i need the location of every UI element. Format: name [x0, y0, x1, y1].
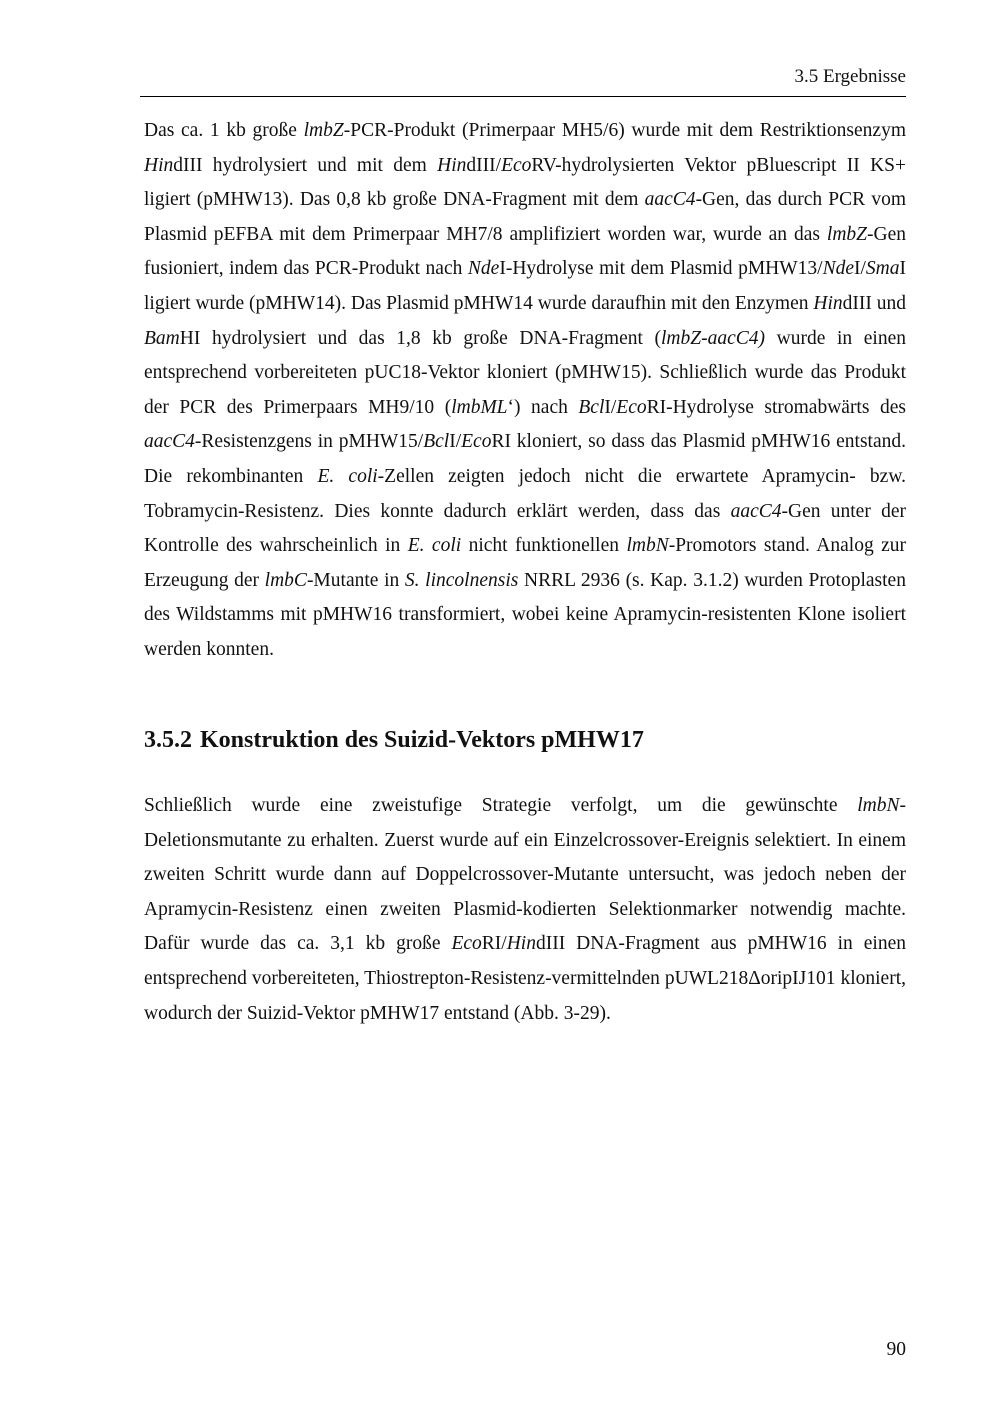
section-number: 3.5.2	[144, 727, 192, 753]
organism-name: S. lincolnensis	[404, 569, 519, 591]
enzyme-prefix: Hin	[813, 292, 843, 314]
running-header: 3.5 Ergebnisse	[794, 66, 906, 87]
gene-name: lmbN	[626, 535, 669, 557]
gene-name: lmbZ-aacC4)	[661, 327, 766, 349]
enzyme-prefix: Hin	[437, 154, 467, 176]
body-paragraph: Schließlich wurde eine zweistufige Strategie verfolgt, um die gewünschte lmbN-Deletionsmutante zu erhalten. Zuerst wurde auf ein Einzelcrossover-Ereignis selektiert. In einem zweiten Schritt wurde dann auf Doppelcrossover-Mutante untersucht, was jedoch neben der Apramycin-Resistenz einen zweiten Plasmid-kodierten Selektionmarker notwendig machte. Dafür wurde das ca. 3,1 kb große EcoRI/HindIII DNA-Fragment aus pMHW16 in einen entsprechend vorbereiteten, Thiostrepton-Resistenz-vermittelnden pUWL218ΔoripIJ101 kloniert, wodurch der Suizid-Vektor pMHW17 entstand (Abb. 3-29).	[144, 795, 906, 1024]
enzyme-prefix: Bcl	[423, 431, 450, 453]
enzyme-prefix: Bam	[144, 327, 180, 349]
gene-name: lmbML	[451, 396, 508, 418]
section-title: Konstruktion des Suizid-Vektors pMHW17	[200, 727, 644, 753]
enzyme-prefix: Nde	[467, 258, 500, 280]
enzyme-prefix: Eco	[451, 933, 482, 955]
gene-name: aacC4	[644, 189, 696, 211]
enzyme-prefix: Hin	[144, 154, 174, 176]
gene-name: lmbZ	[826, 223, 868, 245]
enzyme-prefix: Bcl	[578, 396, 605, 418]
page-number: 90	[886, 1339, 906, 1360]
body-paragraph: Das ca. 1 kb große lmbZ-PCR-Produkt (Primerpaar MH5/6) wurde mit dem Restriktionsenzym HindIII hydrolysiert und mit dem HindIII/EcoRV-hydrolysierten Vektor pBluescript II KS+ ligiert (pMHW13). Das 0,8 kb große DNA-Fragment mit dem aacC4-Gen, das durch PCR vom Plasmid pEFBA mit dem Primerpaar MH7/8 amplifiziert worden war, wurde an das lmbZ-Gen fusioniert, indem das PCR-Produkt nach NdeI-Hydrolyse mit dem Plasmid pMHW13/NdeI/SmaI ligiert wurde (pMHW14). Das Plasmid pMHW14 wurde daraufhin mit den Enzymen HindIII und BamHI hydrolysiert und das 1,8 kb große DNA-Fragment (lmbZ-aacC4) wurde in einen entsprechend vorbereiteten pUC18-Vektor kloniert (pMHW15). Schließlich wurde das Produkt der PCR des Primerpaars MH9/10 (lmbML‘) nach BclI/EcoRI-Hydrolyse stromabwärts des aacC4-Resistenzgens in pMHW15/BclI/EcoRI kloniert, so dass das Plasmid pMHW16 entstand. Die rekombinanten E. coli-Zellen zeigten jedoch nicht die erwartete Apramycin- bzw. Tobramycin-Resistenz. Dies konnte dadurch erklärt werden, dass das aacC4-Gen unter der Kontrolle des wahrscheinlich in E. coli nicht funktionellen lmbN-Promotors stand. Analog zur Erzeugung der lmbC-Mutante in S. lincolnensis NRRL 2936 (s. Kap. 3.1.2) wurden Protoplasten des Wildstamms mit pMHW16 transformiert, wobei keine Apramycin-resistenten Klone isoliert werden konnten.	[144, 120, 907, 660]
gene-name: lmbN	[857, 795, 900, 816]
enzyme-prefix: Eco	[616, 396, 647, 418]
gene-name: aacC4	[144, 431, 195, 453]
section-heading	[144, 725, 644, 755]
organism-name: E. coli	[317, 465, 378, 487]
enzyme-prefix: Eco	[461, 431, 492, 453]
enzyme-prefix: Nde	[822, 258, 854, 280]
enzyme-prefix: Hin	[506, 933, 536, 955]
gene-name: aacC4	[730, 500, 782, 522]
header-rule	[140, 96, 906, 97]
gene-name: lmbZ	[303, 120, 344, 141]
organism-name: E. coli	[407, 535, 462, 557]
enzyme-prefix: Eco	[501, 154, 532, 176]
enzyme-prefix: Sma	[865, 258, 900, 280]
gene-name: lmbC	[264, 569, 307, 591]
